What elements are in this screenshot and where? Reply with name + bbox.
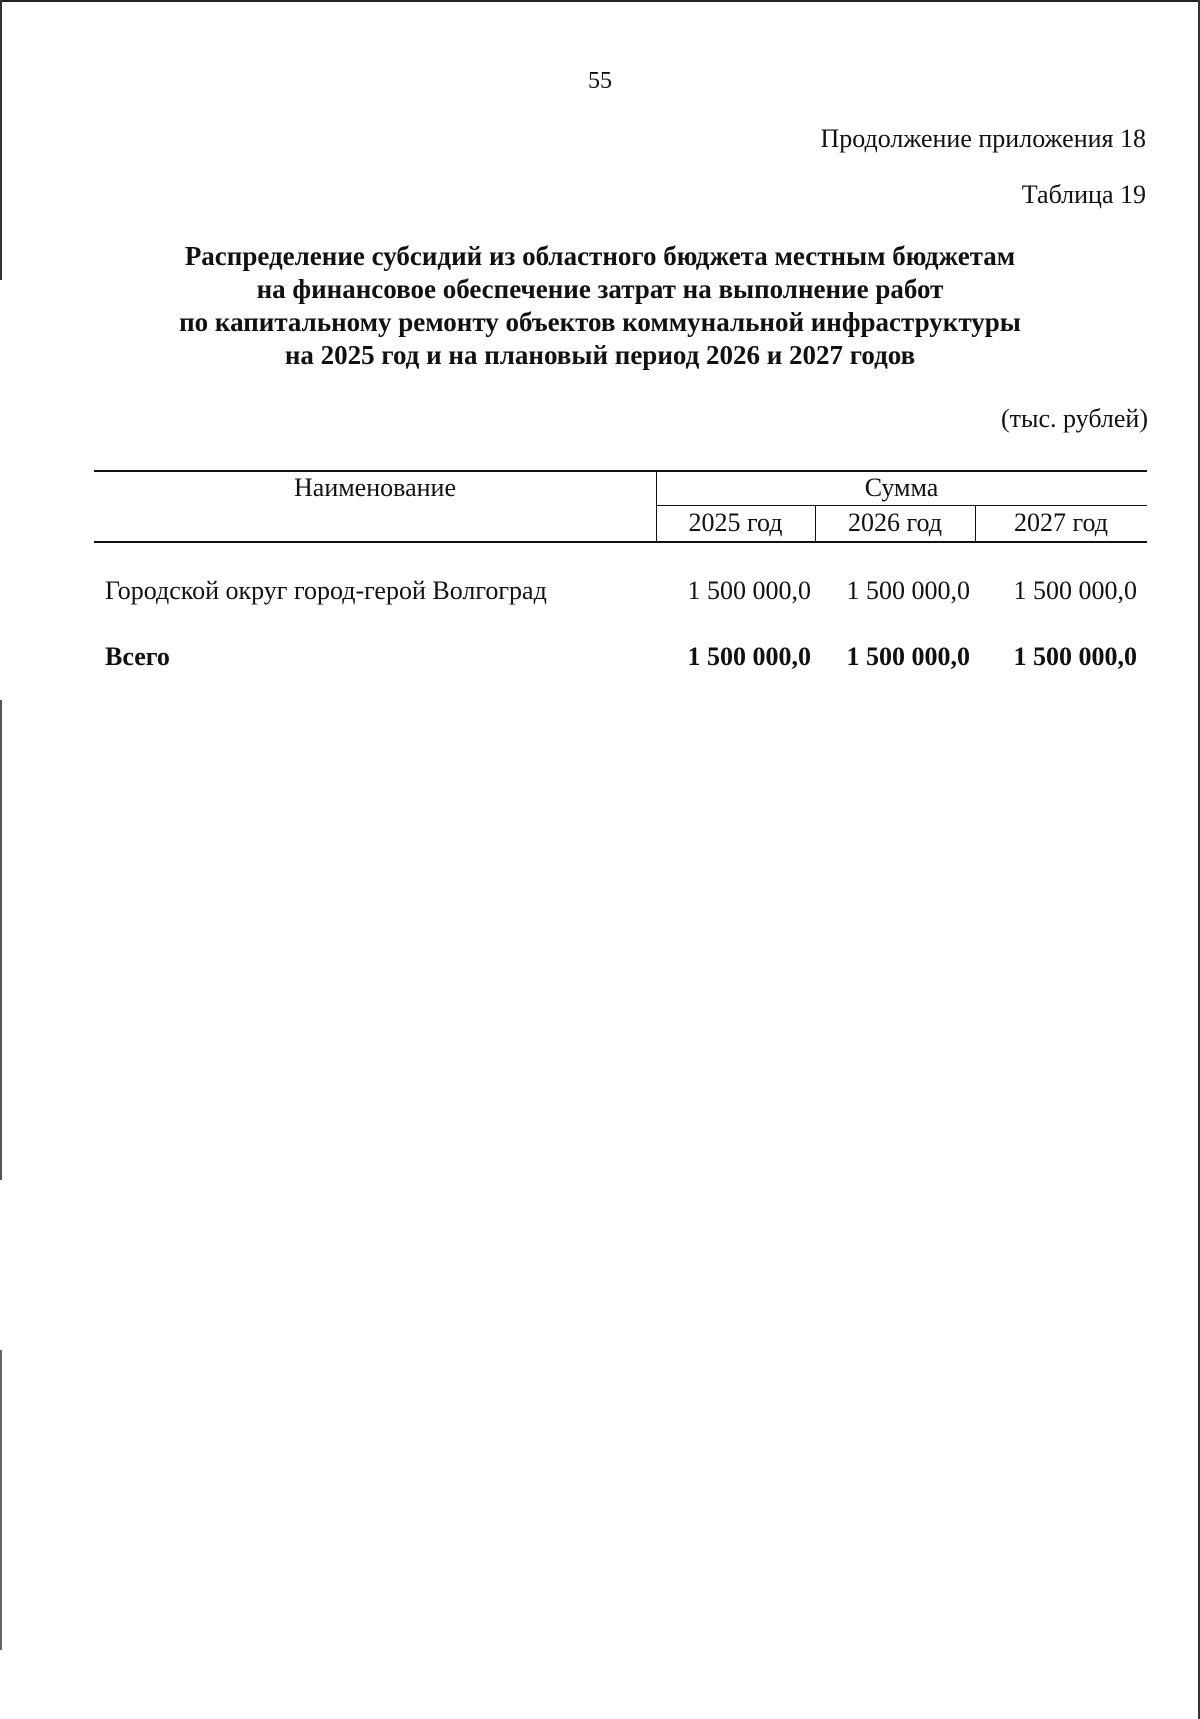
table-number: Таблица 19 xyxy=(1021,180,1146,209)
total-cell-value: 1 500 000,0 xyxy=(846,642,970,671)
subsidy-table xyxy=(94,470,1147,670)
units-label: (тыс. рублей) xyxy=(1000,404,1148,433)
scan-edge-left xyxy=(0,1350,2,1650)
table-cell-value: 1 500 000,0 xyxy=(1013,576,1137,605)
total-row-label: Всего xyxy=(105,642,170,671)
column-header-sum: Сумма xyxy=(864,473,939,502)
table-rule xyxy=(656,505,1147,506)
table-cell-value: 1 500 000,0 xyxy=(846,576,970,605)
document-title xyxy=(95,240,1105,372)
scan-edge-left xyxy=(0,0,2,280)
table-rule xyxy=(94,541,1147,543)
title-line: на 2025 год и на плановый период 2026 и 2027 годов xyxy=(284,340,916,370)
table-row-name: Городской округ город-герой Волгоград xyxy=(105,576,547,605)
page-number: 55 xyxy=(588,68,612,94)
column-header-year: 2025 год xyxy=(688,508,783,537)
column-header-year: 2026 год xyxy=(848,508,942,537)
column-header-name: Наименование xyxy=(294,473,456,502)
scan-edge-top xyxy=(0,0,1200,2)
total-cell-value: 1 500 000,0 xyxy=(687,642,811,671)
title-line: по капитальному ремонту объектов коммунальной инфраструктуры xyxy=(179,307,1021,337)
total-cell-value: 1 500 000,0 xyxy=(1013,642,1137,671)
scan-edge-left xyxy=(0,700,2,1180)
table-cell-value: 1 500 000,0 xyxy=(687,576,811,605)
appendix-continuation: Продолжение приложения 18 xyxy=(820,124,1146,153)
table-rule xyxy=(94,470,1147,472)
title-line: Распределение субсидий из областного бюджета местным бюджетам xyxy=(184,241,1016,271)
column-header-year: 2027 год xyxy=(1014,508,1108,537)
title-line: на финансовое обеспечение затрат на выполнение работ xyxy=(256,274,944,304)
